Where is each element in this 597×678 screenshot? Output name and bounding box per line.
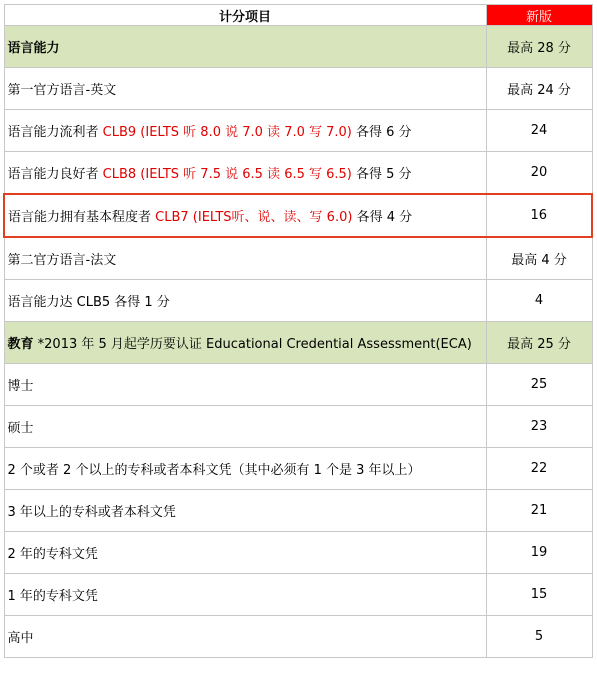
row-value: 最高 4 分	[486, 237, 592, 280]
row-label	[4, 194, 486, 237]
table-row-highlighted	[4, 194, 592, 237]
section-title: 教育	[7, 337, 34, 352]
row-label: 2 个或者 2 个以上的专科或者本科文凭（其中必须有 1 个是 3 年以上）	[4, 448, 486, 490]
row-value: 15	[486, 574, 592, 616]
row-value: 24	[486, 110, 592, 152]
section-title: 语言能力	[7, 41, 60, 56]
header-item: 计分项目	[4, 5, 486, 26]
row-label: 高中	[4, 616, 486, 658]
row-label	[4, 26, 486, 68]
row-value: 5	[486, 616, 592, 658]
row-value: 16	[486, 194, 592, 237]
row-label: 2 年的专科文凭	[4, 532, 486, 574]
table-row	[4, 616, 592, 658]
table-row	[4, 237, 592, 280]
row-value: 最高 25 分	[486, 322, 592, 364]
table-row	[4, 532, 592, 574]
table-row	[4, 110, 592, 152]
row-label: 3 年以上的专科或者本科文凭	[4, 490, 486, 532]
row-label: 第二官方语言-法文	[4, 237, 486, 280]
row-label-clb: CLB7 (IELTS听、说、读、写 6.0)	[155, 210, 353, 225]
score-table	[3, 4, 593, 658]
row-label	[4, 110, 486, 152]
row-value: 最高 24 分	[486, 68, 592, 110]
table-row	[4, 152, 592, 195]
table-row	[4, 490, 592, 532]
row-label: 博士	[4, 364, 486, 406]
row-label: 语言能力达 CLB5 各得 1 分	[4, 280, 486, 322]
table-row	[4, 448, 592, 490]
row-label-suffix: 各得 4 分	[352, 210, 413, 225]
row-label-clb: CLB8 (IELTS 听 7.5 说 6.5 读 6.5 写 6.5)	[102, 167, 352, 182]
row-label-prefix: 语言能力良好者	[7, 167, 103, 182]
row-label-prefix: 语言能力拥有基本程度者	[8, 210, 156, 225]
header-new-version: 新版	[486, 5, 592, 26]
table-header-row	[4, 5, 592, 26]
row-value: 最高 28 分	[486, 26, 592, 68]
table-row	[4, 574, 592, 616]
row-label-suffix: 各得 6 分	[351, 125, 412, 140]
row-label	[4, 322, 486, 364]
table-row	[4, 364, 592, 406]
row-value: 21	[486, 490, 592, 532]
table-row	[4, 68, 592, 110]
section-note: *2013 年 5 月起学历要认证 Educational Credential Assessment(ECA)	[33, 337, 472, 352]
table-row	[4, 322, 592, 364]
row-value: 22	[486, 448, 592, 490]
row-label: 硕士	[4, 406, 486, 448]
row-value: 4	[486, 280, 592, 322]
row-label	[4, 152, 486, 195]
row-label: 第一官方语言-英文	[4, 68, 486, 110]
row-value: 19	[486, 532, 592, 574]
row-value: 20	[486, 152, 592, 195]
row-label: 1 年的专科文凭	[4, 574, 486, 616]
row-label-clb: CLB9 (IELTS 听 8.0 说 7.0 读 7.0 写 7.0)	[102, 125, 352, 140]
row-value: 25	[486, 364, 592, 406]
table-row	[4, 406, 592, 448]
row-label-prefix: 语言能力流利者	[7, 125, 103, 140]
table-row	[4, 26, 592, 68]
row-label-suffix: 各得 5 分	[351, 167, 412, 182]
row-value: 23	[486, 406, 592, 448]
table-row	[4, 280, 592, 322]
